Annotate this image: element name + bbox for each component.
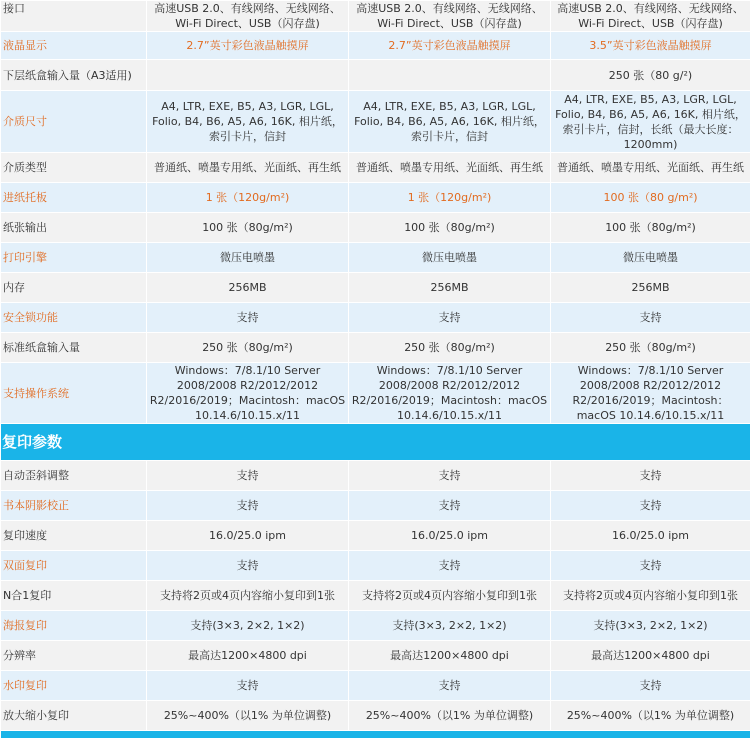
spec-cell-model-2: 普通纸、喷墨专用纸、光面纸、再生纸	[349, 153, 551, 183]
spec-row-spec-8	[1, 273, 750, 303]
spec-row-label: 下层纸盒输入量（A3适用)	[1, 60, 147, 91]
spec-cell-model-2: 支持	[349, 671, 551, 701]
spec-cell-model-2: 微压电喷墨	[349, 243, 551, 273]
spec-row-label: 介质类型	[1, 153, 147, 183]
spec-cell-model-3: 支持	[551, 551, 750, 581]
spec-row-label: 海报复印	[1, 611, 147, 641]
spec-cell-model-3: 25%~400%（以1% 为单位调整)	[551, 701, 750, 731]
spec-cell-model-1: 高速USB 2.0、有线网络、无线网络、Wi-Fi Direct、USB（闪存盘)	[147, 1, 349, 32]
spec-row-copy-1	[1, 491, 750, 521]
spec-cell-model-3: 普通纸、喷墨专用纸、光面纸、再生纸	[551, 153, 750, 183]
spec-cell-model-3: 250 张（80g/m²)	[551, 333, 750, 363]
spec-cell-model-2	[349, 60, 551, 91]
spec-row-copy-6	[1, 641, 750, 671]
spec-row-copy-4	[1, 581, 750, 611]
spec-cell-model-3: 支持	[551, 491, 750, 521]
spec-cell-model-2: 支持	[349, 491, 551, 521]
spec-row-label: 介质尺寸	[1, 91, 147, 153]
spec-row-spec-9	[1, 303, 750, 333]
spec-cell-model-2: Windows：7/8.1/10 Server 2008/2008 R2/2012/2012 R2/2016/2019；Macintosh：macOS 10.14.6/10.15.x/11	[349, 363, 551, 424]
spec-row-label: 打印引擎	[1, 243, 147, 273]
spec-cell-model-1: 最高达1200×4800 dpi	[147, 641, 349, 671]
spec-row-label: 接口	[1, 1, 147, 32]
spec-cell-model-1: 250 张（80g/m²)	[147, 333, 349, 363]
spec-cell-model-2: 25%~400%（以1% 为单位调整)	[349, 701, 551, 731]
spec-row-label: 内存	[1, 273, 147, 303]
spec-cell-model-3: 支持(3×3, 2×2, 1×2)	[551, 611, 750, 641]
spec-cell-model-3: 100 张（80g/m²)	[551, 213, 750, 243]
spec-row-label: 书本阴影校正	[1, 491, 147, 521]
spec-row-spec-10	[1, 333, 750, 363]
spec-cell-model-3: 支持	[551, 671, 750, 701]
spec-cell-model-1: 2.7”英寸彩色液晶触摸屏	[147, 32, 349, 60]
spec-row-label: 双面复印	[1, 551, 147, 581]
spec-row-label: 纸张输出	[1, 213, 147, 243]
spec-row-copy-0	[1, 461, 750, 491]
spec-cell-model-2: 支持将2页或4页内容缩小复印到1张	[349, 581, 551, 611]
spec-cell-model-1	[147, 60, 349, 91]
spec-cell-model-1: 支持	[147, 303, 349, 333]
section-title: 复印参数	[1, 424, 750, 461]
spec-cell-model-2: 支持	[349, 461, 551, 491]
spec-cell-model-2: 2.7”英寸彩色液晶触摸屏	[349, 32, 551, 60]
spec-row-copy-5	[1, 611, 750, 641]
spec-cell-model-1: 支持将2页或4页内容缩小复印到1张	[147, 581, 349, 611]
spec-cell-model-2: 支持(3×3, 2×2, 1×2)	[349, 611, 551, 641]
spec-cell-model-2: 支持	[349, 551, 551, 581]
spec-cell-model-1: 微压电喷墨	[147, 243, 349, 273]
spec-row-spec-4	[1, 153, 750, 183]
spec-cell-model-3: 256MB	[551, 273, 750, 303]
spec-row-label: 支持操作系统	[1, 363, 147, 424]
spec-cell-model-3: 支持	[551, 461, 750, 491]
spec-cell-model-3: 3.5”英寸彩色液晶触摸屏	[551, 32, 750, 60]
section-header-copy	[1, 424, 750, 461]
spec-cell-model-1: 25%~400%（以1% 为单位调整)	[147, 701, 349, 731]
spec-cell-model-3: 支持	[551, 303, 750, 333]
spec-cell-model-2: A4, LTR, EXE, B5, A3, LGR, LGL, Folio, B4, B6, A5, A6, 16K, 相片纸，索引卡片，信封	[349, 91, 551, 153]
spec-cell-model-1: A4, LTR, EXE, B5, A3, LGR, LGL, Folio, B4, B6, A5, A6, 16K, 相片纸，索引卡片，信封	[147, 91, 349, 153]
spec-row-copy-3	[1, 551, 750, 581]
spec-row-label: N合1复印	[1, 581, 147, 611]
spec-row-spec-11	[1, 363, 750, 424]
spec-row-copy-7	[1, 671, 750, 701]
spec-cell-model-1: 256MB	[147, 273, 349, 303]
spec-table-body	[1, 1, 750, 739]
spec-cell-model-1: 16.0/25.0 ipm	[147, 521, 349, 551]
spec-row-label: 放大缩小复印	[1, 701, 147, 731]
spec-row-spec-6	[1, 213, 750, 243]
spec-row-spec-2	[1, 60, 750, 91]
spec-cell-model-2: 100 张（80g/m²)	[349, 213, 551, 243]
bottom-divider	[1, 731, 750, 739]
spec-row-label: 进纸托板	[1, 183, 147, 213]
spec-cell-model-2: 高速USB 2.0、有线网络、无线网络、Wi-Fi Direct、USB（闪存盘)	[349, 1, 551, 32]
spec-cell-model-1: Windows：7/8.1/10 Server 2008/2008 R2/2012/2012 R2/2016/2019；Macintosh：macOS 10.14.6/10.15.x/11	[147, 363, 349, 424]
spec-row-spec-5	[1, 183, 750, 213]
spec-cell-model-1: 支持	[147, 671, 349, 701]
spec-row-label: 液晶显示	[1, 32, 147, 60]
spec-row-spec-0	[1, 1, 750, 32]
spec-row-label: 标准纸盒输入量	[1, 333, 147, 363]
spec-cell-model-2: 最高达1200×4800 dpi	[349, 641, 551, 671]
spec-cell-model-1: 支持	[147, 461, 349, 491]
spec-row-label: 水印复印	[1, 671, 147, 701]
spec-cell-model-1: 普通纸、喷墨专用纸、光面纸、再生纸	[147, 153, 349, 183]
spec-row-spec-3	[1, 91, 750, 153]
spec-cell-model-3: 微压电喷墨	[551, 243, 750, 273]
spec-row-copy-8	[1, 701, 750, 731]
spec-cell-model-1: 支持	[147, 551, 349, 581]
spec-row-spec-7	[1, 243, 750, 273]
spec-row-label: 安全锁功能	[1, 303, 147, 333]
spec-row-copy-2	[1, 521, 750, 551]
spec-cell-model-3: 16.0/25.0 ipm	[551, 521, 750, 551]
bottom-divider-bar	[1, 731, 750, 739]
spec-cell-model-3: 100 张（80 g/m²)	[551, 183, 750, 213]
spec-cell-model-2: 1 张（120g/m²)	[349, 183, 551, 213]
spec-row-label: 分辨率	[1, 641, 147, 671]
spec-cell-model-1: 支持	[147, 491, 349, 521]
spec-cell-model-2: 16.0/25.0 ipm	[349, 521, 551, 551]
spec-cell-model-3: 高速USB 2.0、有线网络、无线网络、Wi-Fi Direct、USB（闪存盘)	[551, 1, 750, 32]
spec-row-label: 复印速度	[1, 521, 147, 551]
spec-cell-model-1: 100 张（80g/m²)	[147, 213, 349, 243]
spec-cell-model-3: 最高达1200×4800 dpi	[551, 641, 750, 671]
spec-cell-model-3: 支持将2页或4页内容缩小复印到1张	[551, 581, 750, 611]
spec-cell-model-3: Windows：7/8.1/10 Server 2008/2008 R2/2012/2012 R2/2016/2019；Macintosh：macOS 10.14.6/10.15.x/11	[551, 363, 750, 424]
spec-cell-model-1: 1 张（120g/m²)	[147, 183, 349, 213]
spec-cell-model-2: 250 张（80g/m²)	[349, 333, 551, 363]
spec-row-spec-1	[1, 32, 750, 60]
spec-cell-model-2: 支持	[349, 303, 551, 333]
spec-cell-model-1: 支持(3×3, 2×2, 1×2)	[147, 611, 349, 641]
spec-cell-model-3: 250 张（80 g/²)	[551, 60, 750, 91]
spec-cell-model-2: 256MB	[349, 273, 551, 303]
spec-row-label: 自动歪斜调整	[1, 461, 147, 491]
spec-cell-model-3: A4, LTR, EXE, B5, A3, LGR, LGL, Folio, B4, B6, A5, A6, 16K, 相片纸，索引卡片，信封，长纸（最大长度：1200mm)	[551, 91, 750, 153]
